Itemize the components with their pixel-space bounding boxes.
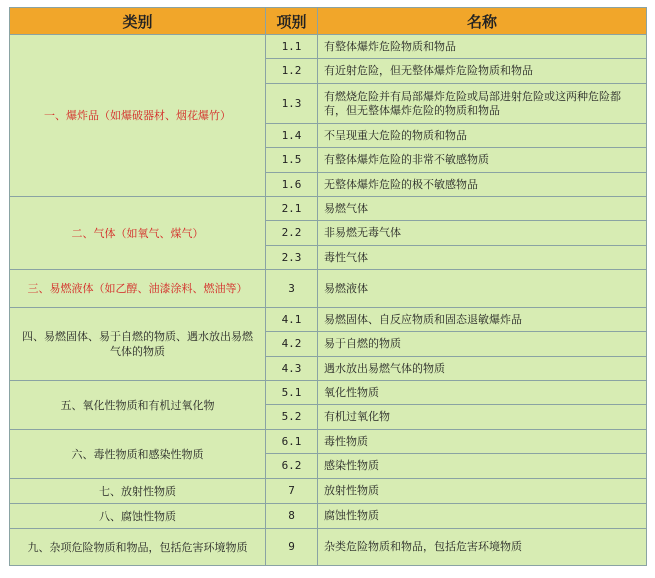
item-name: 易燃液体 (318, 270, 647, 308)
category-cell: 九、杂项危险物质和物品，包括危害环境物质 (10, 529, 266, 566)
item-code: 1.5 (266, 148, 318, 173)
item-name: 有整体爆炸危险的非常不敏感物质 (318, 148, 647, 173)
category-cell: 二、气体（如氧气、煤气） (10, 197, 266, 270)
item-name: 易于自燃的物质 (318, 332, 647, 357)
item-code: 5.2 (266, 405, 318, 430)
item-code: 4.3 (266, 357, 318, 381)
item-name: 非易燃无毒气体 (318, 221, 647, 246)
item-name: 杂类危险物质和物品，包括危害环境物质 (318, 529, 647, 566)
dangerous-goods-table (9, 7, 647, 566)
category-cell: 八、腐蚀性物质 (10, 504, 266, 529)
item-code: 6.1 (266, 430, 318, 454)
item-code: 2.1 (266, 197, 318, 221)
item-code: 4.1 (266, 308, 318, 332)
item-name: 易燃固体、自反应物质和固态退敏爆炸品 (318, 308, 647, 332)
item-code: 6.2 (266, 454, 318, 479)
item-name: 毒性物质 (318, 430, 647, 454)
item-code: 4.2 (266, 332, 318, 357)
item-code: 2.3 (266, 246, 318, 270)
item-name: 无整体爆炸危险的极不敏感物品 (318, 173, 647, 197)
item-name: 有近射危险，但无整体爆炸危险物质和物品 (318, 59, 647, 84)
item-name: 不呈现重大危险的物质和物品 (318, 124, 647, 148)
category-cell: 一、爆炸品（如爆破器材、烟花爆竹） (10, 35, 266, 197)
item-name: 有燃烧危险并有局部爆炸危险或局部进射危险或这两种危险都有，但无整体爆炸危险的物质和物品 (318, 84, 647, 124)
item-code: 1.2 (266, 59, 318, 84)
header-row (10, 8, 647, 35)
item-code: 1.1 (266, 35, 318, 59)
table-row (10, 529, 647, 566)
category-cell: 三、易燃液体（如乙醇、油漆涂料、燃油等） (10, 270, 266, 308)
table-row (10, 35, 647, 59)
item-name: 有整体爆炸危险物质和物品 (318, 35, 647, 59)
category-cell: 四、易燃固体、易于自燃的物质、遇水放出易燃气体的物质 (10, 308, 266, 381)
item-code: 1.4 (266, 124, 318, 148)
item-name: 易燃气体 (318, 197, 647, 221)
table-row (10, 430, 647, 454)
table-row (10, 197, 647, 221)
item-code: 7 (266, 479, 318, 504)
header-item: 项别 (266, 8, 318, 35)
table-row (10, 381, 647, 405)
item-code: 3 (266, 270, 318, 308)
category-cell: 五、氧化性物质和有机过氧化物 (10, 381, 266, 430)
item-code: 5.1 (266, 381, 318, 405)
table-row (10, 504, 647, 529)
item-code: 9 (266, 529, 318, 566)
item-name: 遇水放出易燃气体的物质 (318, 357, 647, 381)
item-code: 1.6 (266, 173, 318, 197)
header-name: 名称 (318, 8, 647, 35)
item-code: 8 (266, 504, 318, 529)
item-name: 氧化性物质 (318, 381, 647, 405)
item-name: 感染性物质 (318, 454, 647, 479)
header-category: 类别 (10, 8, 266, 35)
table-row (10, 270, 647, 308)
item-name: 放射性物质 (318, 479, 647, 504)
item-name: 有机过氧化物 (318, 405, 647, 430)
category-cell: 六、毒性物质和感染性物质 (10, 430, 266, 479)
category-cell: 七、放射性物质 (10, 479, 266, 504)
item-code: 2.2 (266, 221, 318, 246)
table-row (10, 308, 647, 332)
item-name: 毒性气体 (318, 246, 647, 270)
table-row (10, 479, 647, 504)
item-name: 腐蚀性物质 (318, 504, 647, 529)
item-code: 1.3 (266, 84, 318, 124)
